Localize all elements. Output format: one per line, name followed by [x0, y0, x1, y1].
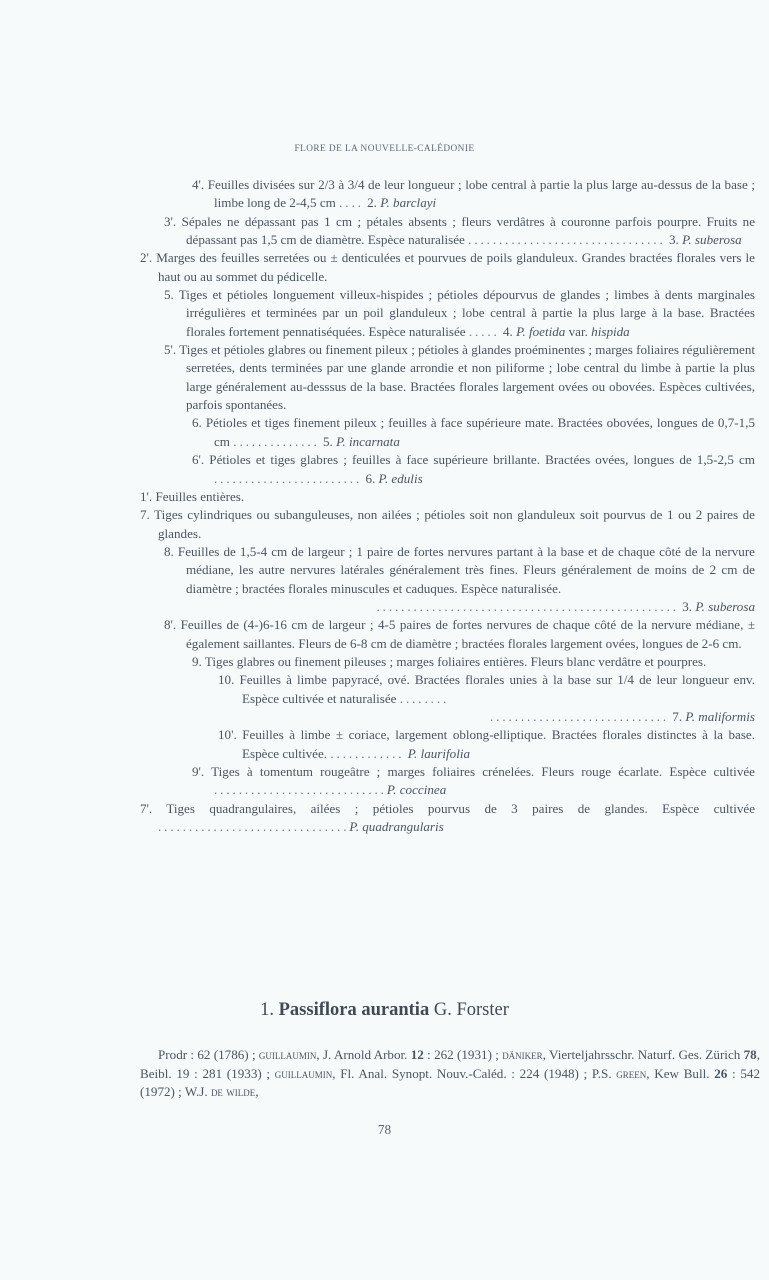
key-entry-lead: 10'. — [218, 727, 243, 743]
text-run: Tiges cylindriques ou subanguleuses, non ailées ; pétioles soit non glanduleux soit pourvus de 1 ou 2 paires de glandes. — [154, 507, 755, 541]
key-entry-7prime — [140, 800, 756, 837]
species-epithet: hispida — [591, 323, 630, 339]
species-epithet: P. quadrangularis — [349, 819, 444, 835]
leader-dots: ..... — [468, 323, 500, 339]
text-run: 5. — [319, 433, 337, 449]
running-head: FLORE DE LA NOUVELLE-CALÉDONIE — [294, 144, 475, 154]
text-run: Marges des feuilles serretées ou ± denticulées et pourvues de poils glanduleux. Grandes bractées florales vers le haut ou au sommet du pédicelle. — [156, 250, 755, 284]
text-run: Tiges à tomentum rougeâtre ; marges foliaires crénelées. Fleurs rouge écarlate. Espèce cultivée — [211, 764, 755, 779]
citation-block — [140, 1046, 760, 1102]
text-run: 2. — [363, 195, 381, 211]
key-entry-lead: 7. — [140, 507, 155, 523]
key-entry-lead: 2'. — [140, 250, 157, 266]
key-entry-lead: 4'. — [192, 177, 208, 192]
key-entry-8-continuation — [140, 598, 755, 616]
volume-number: 12 — [410, 1047, 424, 1062]
text-run: Tiges et pétioles longuement villeux-hispides ; pétioles dépourvus de glandes ; limbes à dents marginales irrégulières et terminées par un poil glanduleux ; lobe central à partie la plus large à la base. Bractées florales fortement pennatiséquées. Espèce naturalisée — [178, 287, 756, 339]
text-run: Tiges et pétioles glabres ou finement pileux ; pétioles à glandes proéminentes ; marges foliaires régulièrement serretées, dents terminées par une glande arrondie et non piliforme ; lobe central du limbe à partie la plus large généralement au-desssus de la base. Bractées florales largement ovées ou obovées. Espèces cultivées, parfois spontanées. — [179, 342, 756, 413]
species-epithet: P. barclayi — [380, 195, 437, 211]
key-entry-lead: 5. — [164, 287, 179, 303]
key-entry-10prime — [218, 726, 755, 763]
text-run: , Fl. Anal. Synopt. Nouv.-Caléd. : 224 (1948) ; P.S. — [332, 1065, 617, 1081]
key-entry-4prime — [192, 176, 755, 213]
author-name: green — [616, 1065, 647, 1081]
author-name: däniker — [502, 1047, 543, 1062]
text-run: Feuilles à limbe ± coriace, largement oblong-elliptique. Bractées florales distinctes à la base. Espèce cultivée. — [242, 727, 755, 761]
key-entry-6 — [192, 414, 756, 451]
key-entry-10 — [218, 671, 756, 708]
author-name: guillaumin — [274, 1065, 333, 1081]
species-epithet: P. maliformis — [685, 708, 755, 724]
key-entry-10-continuation — [140, 708, 755, 726]
key-entry-lead: 9. — [192, 653, 205, 669]
text-run: Pétioles et tiges glabres ; feuilles à face supérieure brillante. Bractées ovées, longues de 1,5-2,5 cm — [209, 452, 755, 468]
text-run: Sépales ne dépassant pas 1 cm ; pétales absents ; fleurs verdâtres à couronne parfois pourpre. Fruits ne dépassant pas 1,5 cm de diamètre. Espèce naturalisée — [181, 213, 756, 248]
text-run: , Beibl. 19 : 281 (1933) ; — [140, 1047, 760, 1081]
key-entry-lead: 10. — [218, 672, 240, 688]
key-entry-9prime — [192, 763, 755, 800]
text-run: Tiges glabres ou finement pileuses ; marges foliaires entières. Fleurs blanc verdâtre et pourpres. — [204, 653, 707, 669]
species-epithet: P. edulis — [378, 470, 423, 486]
page-number: 78 — [377, 1122, 392, 1137]
species-heading — [0, 1000, 769, 1021]
text-run: Feuilles de (4-)6-16 cm de largeur ; 4-5 paires de fortes nervures de chaque côté de la nervure médiane, ± également saillantes. Fleurs de 6-8 cm de diamètre ; bractées florales largement ovées, longues de 2-6 cm. — [180, 617, 756, 651]
text-run: 3. — [665, 232, 683, 248]
key-entry-8prime — [164, 616, 756, 653]
author-name: guillaumin — [258, 1047, 317, 1062]
species-author: G. Forster — [433, 1000, 509, 1020]
text-run: : 542 (1972) ; W.J. — [140, 1065, 761, 1100]
text-run: , Vierteljahrsschr. Naturf. Ges. Zürich — [542, 1047, 744, 1062]
text-run: , — [255, 1084, 259, 1100]
leader-dots: ............................... — [158, 819, 350, 835]
key-entry-9 — [192, 653, 755, 671]
leader-dots: .............. — [233, 433, 320, 449]
leader-dots: .... — [339, 195, 364, 211]
key-entry-7 — [140, 506, 755, 543]
key-entry-8 — [164, 543, 755, 598]
key-entry-lead: 8. — [164, 543, 178, 559]
key-entry-lead: 5'. — [164, 342, 180, 358]
text-run: Prodr : 62 (1786) ; — [158, 1047, 259, 1062]
key-entry-lead: 6'. — [192, 452, 210, 468]
species-epithet: P. coccinea — [386, 782, 447, 798]
leader-dots: ............................. — [489, 708, 670, 724]
text-run: 3. — [678, 598, 696, 614]
text-run: 6. — [362, 470, 379, 486]
text-run: Tiges quadrangulaires, ailées ; pétioles pourvus de 3 paires de glandes. Espèce cultivée — [166, 800, 756, 816]
species-epithet: P. foetida — [516, 323, 566, 339]
text-run: Feuilles divisées sur 2/3 à 3/4 de leur longueur ; lobe central à partie la plus large au-dessus de la base ; limbe long de 2-4,5 cm — [207, 177, 755, 211]
key-entry-lead: 3'. — [164, 213, 182, 229]
text-run: 4. — [499, 323, 517, 339]
text-run: Pétioles et tiges finement pileux ; feuilles à face supérieure mate. Bractées obovées, longues de 0,7-1,5 cm — [205, 415, 756, 449]
species-epithet: P. laurifolia — [407, 745, 471, 761]
identification-key — [140, 176, 755, 836]
leader-dots: ................................ — [468, 232, 666, 248]
key-entry-lead: 7'. — [140, 800, 167, 816]
leader-dots: ............................ — [214, 782, 387, 798]
text-run: Feuilles entières. — [155, 488, 245, 504]
leader-dots: ............ — [330, 745, 405, 761]
volume-number: 26 — [714, 1065, 728, 1081]
leader-dots: ........................ — [214, 470, 363, 486]
volume-number: 78 — [743, 1047, 757, 1062]
key-entry-lead: 6. — [192, 415, 206, 431]
text-run: Feuilles à limbe papyracé, ové. Bractées florales unies à la base sur 1/4 de leur longueur env. Espèce cultivée et naturalisée — [239, 672, 756, 706]
text-run: , Kew Bull. — [646, 1065, 715, 1081]
key-entry-2prime — [140, 249, 755, 286]
text-run: var. — [565, 323, 592, 339]
leader-dots: ........ — [399, 690, 450, 706]
key-entry-3prime — [164, 213, 756, 250]
text-run: 7. — [669, 708, 686, 724]
key-entry-lead: 9'. — [192, 764, 212, 779]
key-entry-5prime — [164, 341, 756, 414]
key-entry-lead: 1'. — [140, 488, 156, 504]
species-epithet: P. incarnata — [336, 433, 400, 449]
key-entry-6prime — [192, 451, 755, 488]
key-entry-lead: 8'. — [164, 617, 181, 633]
leader-dots: ................................................. — [376, 598, 679, 614]
text-run: , J. Arnold Arbor. — [316, 1047, 411, 1062]
text-run: Feuilles de 1,5-4 cm de largeur ; 1 paire de fortes nervures partant à la base et de chaque côté de la nervure médiane, les autre nervures latérales généralement très fines. Fleurs généralement de moins de 2 cm de diamètre ; bractées florales minuscules et caduques. Espèce naturalisée. — [177, 543, 755, 596]
species-number: 1. — [260, 1000, 274, 1020]
species-epithet: P. suberosa — [682, 232, 742, 248]
species-binomial: Passiflora aurantia — [278, 1000, 430, 1020]
author-name: de wilde — [210, 1084, 256, 1100]
key-entry-1prime — [140, 488, 755, 506]
species-epithet: P. suberosa — [695, 598, 755, 614]
key-entry-5 — [164, 286, 756, 341]
text-run: : 262 (1931) ; — [423, 1047, 503, 1062]
